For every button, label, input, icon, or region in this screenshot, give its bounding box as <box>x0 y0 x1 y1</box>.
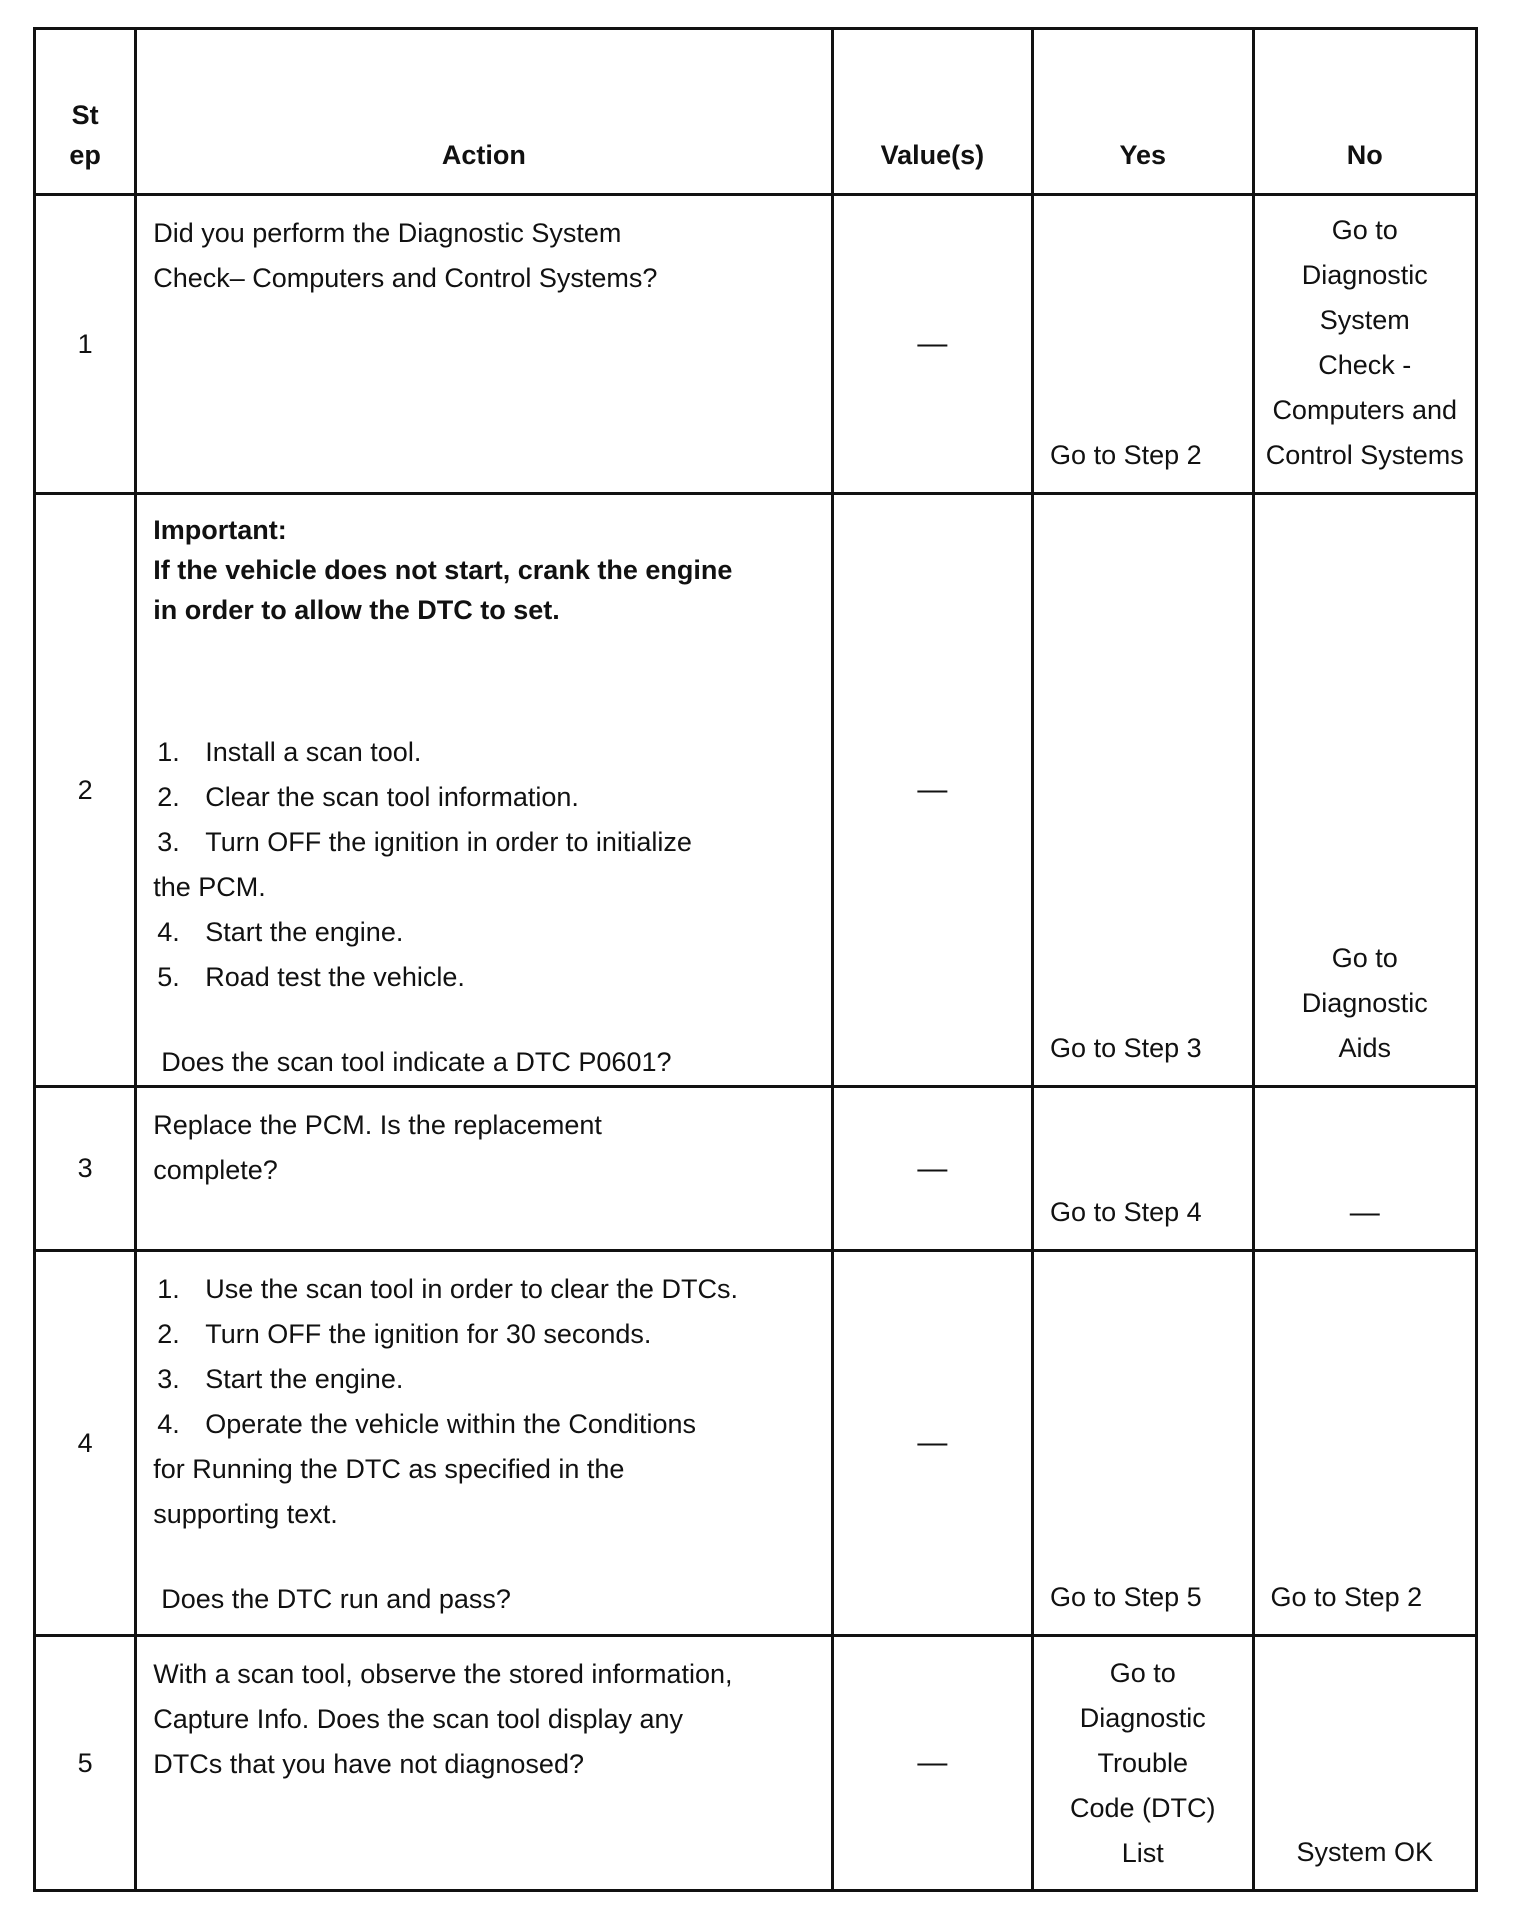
important-title: Important: <box>153 515 287 545</box>
no-line: Aids <box>1338 1033 1392 1063</box>
no-cell <box>1253 1636 1477 1891</box>
no-line: Computers and <box>1272 395 1458 425</box>
header-step <box>35 29 136 195</box>
header-row <box>35 29 1477 195</box>
table-row <box>35 1251 1477 1636</box>
value-cell: — <box>832 195 1032 494</box>
yes-text: Go to Step 2 <box>1050 440 1202 470</box>
question-text: Does the DTC run and pass? <box>161 1584 511 1614</box>
diagnostic-table <box>33 27 1478 1892</box>
list-item: 4. Start the engine. <box>157 917 404 947</box>
important-line: If the vehicle does not start, crank the engine <box>153 555 733 585</box>
step-number: 5 <box>35 1636 136 1891</box>
header-action: Action <box>136 29 832 195</box>
list-item: 1. Install a scan tool. <box>157 737 422 767</box>
no-line: Go to <box>1331 943 1398 973</box>
action-cell <box>136 1087 832 1251</box>
action-cell <box>136 494 832 1087</box>
list-continuation: the PCM. <box>153 872 266 902</box>
list-continuation: for Running the DTC as specified in the <box>153 1454 625 1484</box>
table-row <box>35 494 1477 1087</box>
no-cell <box>1253 1251 1477 1636</box>
no-text <box>1255 208 1476 478</box>
yes-text: Go to Step 4 <box>1050 1197 1202 1227</box>
value-cell: — <box>832 494 1032 1087</box>
yes-text <box>1034 1651 1251 1876</box>
action-line: Check– Computers and Control Systems? <box>153 263 658 293</box>
no-cell <box>1253 195 1477 494</box>
step-number: 4 <box>35 1251 136 1636</box>
action-cell <box>136 1251 832 1636</box>
no-cell <box>1253 1087 1477 1251</box>
no-line: Go to <box>1331 215 1398 245</box>
no-text: — <box>1349 1196 1380 1229</box>
yes-line: Trouble <box>1097 1748 1189 1778</box>
yes-cell <box>1033 1251 1253 1636</box>
value-cell: — <box>832 1636 1032 1891</box>
step-number: 1 <box>35 195 136 494</box>
yes-line: List <box>1121 1838 1164 1868</box>
list-item: 1. Use the scan tool in order to clear the DTCs. <box>157 1274 738 1304</box>
list-item: 2. Clear the scan tool information. <box>157 782 579 812</box>
header-step-line1: St <box>71 100 99 130</box>
list-continuation: supporting text. <box>153 1499 338 1529</box>
action-line: Replace the PCM. Is the replacement <box>153 1110 602 1140</box>
list-item: 5. Road test the vehicle. <box>157 962 465 992</box>
yes-line: Go to <box>1109 1658 1176 1688</box>
list-item: 2. Turn OFF the ignition for 30 seconds. <box>157 1319 652 1349</box>
list-item: 3. Start the engine. <box>157 1364 404 1394</box>
action-line: complete? <box>153 1155 278 1185</box>
no-text: Go to Step 2 <box>1270 1582 1423 1612</box>
table-row <box>35 195 1477 494</box>
no-text <box>1255 936 1476 1071</box>
no-line: Control Systems <box>1265 440 1464 470</box>
yes-text: Go to Step 3 <box>1050 1033 1202 1063</box>
header-step-line2: ep <box>69 140 101 170</box>
action-line: DTCs that you have not diagnosed? <box>153 1749 584 1779</box>
yes-cell <box>1033 1636 1253 1891</box>
header-values: Value(s) <box>832 29 1032 195</box>
no-line: Diagnostic <box>1301 260 1428 290</box>
yes-cell <box>1033 494 1253 1087</box>
header-no: No <box>1253 29 1477 195</box>
no-line: Diagnostic <box>1301 988 1428 1018</box>
yes-cell <box>1033 195 1253 494</box>
action-line: With a scan tool, observe the stored information, <box>153 1659 733 1689</box>
step-number: 3 <box>35 1087 136 1251</box>
no-line: System <box>1319 305 1410 335</box>
no-text: System OK <box>1296 1837 1434 1867</box>
list-item: 3. Turn OFF the ignition in order to initialize <box>157 827 692 857</box>
yes-cell <box>1033 1087 1253 1251</box>
table-row <box>35 1087 1477 1251</box>
important-line: in order to allow the DTC to set. <box>153 595 560 625</box>
value-cell: — <box>832 1251 1032 1636</box>
header-yes: Yes <box>1033 29 1253 195</box>
yes-text: Go to Step 5 <box>1050 1582 1202 1612</box>
action-cell <box>136 1636 832 1891</box>
no-line: Check - <box>1318 350 1412 380</box>
question-text: Does the scan tool indicate a DTC P0601? <box>161 1047 672 1077</box>
action-cell <box>136 195 832 494</box>
value-cell: — <box>832 1087 1032 1251</box>
yes-line: Code (DTC) <box>1070 1793 1216 1823</box>
step-number: 2 <box>35 494 136 1087</box>
action-line: Capture Info. Does the scan tool display any <box>153 1704 684 1734</box>
action-line: Did you perform the Diagnostic System <box>153 218 622 248</box>
yes-line: Diagnostic <box>1079 1703 1206 1733</box>
no-cell <box>1253 494 1477 1087</box>
table-row <box>35 1636 1477 1891</box>
list-item: 4. Operate the vehicle within the Conditions <box>157 1409 696 1439</box>
